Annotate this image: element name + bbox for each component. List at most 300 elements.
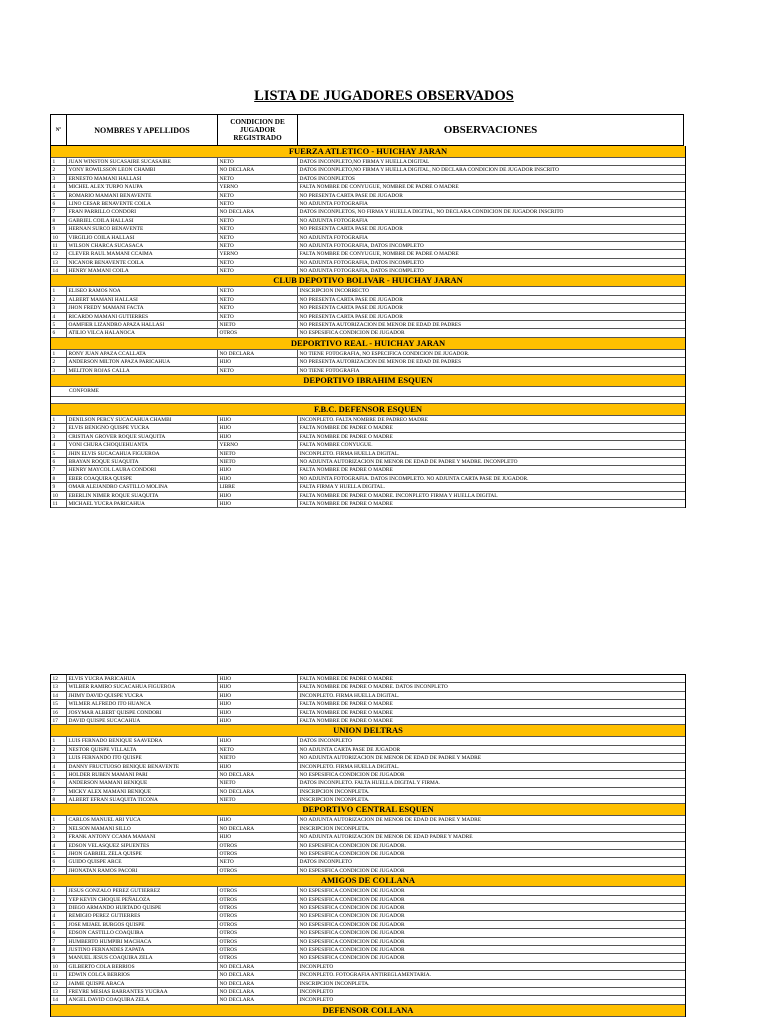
table-row xyxy=(51,158,685,166)
header-observations: OBSERVACIONES xyxy=(443,124,538,136)
row-number: 7 xyxy=(51,867,67,874)
table-row xyxy=(51,912,685,920)
row-number: 8 xyxy=(51,796,67,803)
observation: NO ESPESIFICA CONDICION DE JUGADOR xyxy=(299,921,405,928)
player-name: JOSYMAR ALBERT QUISPE CONDORI xyxy=(67,709,218,716)
player-name: ATILIO VILCA HALANOCA xyxy=(67,329,218,336)
observation: FALTA NOMBRE DE PADRE O MADRE xyxy=(299,717,393,724)
player-name: JOSE MIJAEL BURGOS QUISPE xyxy=(67,921,218,928)
observation: NO ADJUNTA FOTOGRAFIA, DATOS INCOMPLETO xyxy=(299,268,424,275)
player-condition: OTROS xyxy=(218,842,298,849)
player-condition: NO DECLARA xyxy=(218,166,298,173)
observation: NO ESPESIFICA CONDICION DE JUGADOR xyxy=(299,930,405,937)
row-number: 15 xyxy=(51,700,67,707)
table-header xyxy=(50,114,684,146)
row-number: 1 xyxy=(51,287,67,294)
player-condition: NETO xyxy=(218,242,298,249)
player-condition: NO DECLARA xyxy=(218,350,298,357)
player-name: ELVIS BENIGNO QUISPE YUCRA xyxy=(67,424,218,431)
row-number: 8 xyxy=(51,475,67,482)
player-name: ANDERSON MAMANI BENIQUE xyxy=(67,779,218,786)
player-name: WILMER ALFREDO ITO HUANCA xyxy=(67,700,218,707)
table-row xyxy=(51,896,685,904)
table-row xyxy=(51,850,685,858)
player-condition: OTROS xyxy=(218,954,298,961)
player-condition: NETO xyxy=(218,858,298,865)
observation: INCONPLETO. FIRMA HUELLA DIGITAL. xyxy=(299,692,400,699)
observation: NO TIENE FOTOGRAFIA xyxy=(299,367,360,374)
player-name: JHONATAN RAMOS PACORI xyxy=(67,867,218,874)
club-note: CONFORME xyxy=(51,387,685,397)
player-name: YONI CHURA CHOQUEHUANTA xyxy=(67,441,218,448)
table-row xyxy=(51,996,685,1004)
row-number: 6 xyxy=(51,929,67,936)
observation: NO PRESENTA AUTORIZACION DE MENOR DE EDAD DE PADRES xyxy=(299,359,462,366)
player-condition: HIJO xyxy=(218,700,298,707)
table-row xyxy=(51,416,685,424)
table-page-2 xyxy=(50,674,686,1017)
player-condition: NIETO xyxy=(218,450,298,457)
row-number: 1 xyxy=(51,816,67,823)
player-condition: YERNO xyxy=(218,441,298,448)
row-number: 6 xyxy=(51,458,67,465)
player-name: ANDERSON MILTON APAZA PARICAHUA xyxy=(67,358,218,365)
row-number: 11 xyxy=(51,971,67,978)
player-condition: NO DECLARA xyxy=(218,825,298,832)
player-name: RICARDO MAMANI GUTIERRES xyxy=(67,313,218,320)
observation: NO ADJUNTA AUTORIZACION DE MENOR DE EDAD DE PADRE Y MADRE xyxy=(299,755,482,762)
table-row xyxy=(51,754,685,762)
player-name: JHIMY DAVID QUISPE YUCRA xyxy=(67,692,218,699)
observation: DATOS INCONPLETO. FALTA HUELLA DIGITAL Y FIRMA. xyxy=(299,780,441,787)
player-condition: NIETO xyxy=(218,754,298,761)
club-header: DEFENSOR COLLANA xyxy=(51,1005,685,1017)
table-row xyxy=(51,971,685,979)
observation: FALTA NOMBRE CONYUGUE. xyxy=(299,442,373,449)
table-row xyxy=(51,287,685,295)
table-row xyxy=(51,441,685,449)
document-title: LISTA DE JUGADORES OBSERVADOS xyxy=(254,88,514,104)
player-name: JHON FREDY MAMANI FACTA xyxy=(67,304,218,311)
table-row xyxy=(51,929,685,937)
row-number: 12 xyxy=(51,675,67,682)
table-row xyxy=(51,737,685,745)
player-condition: NETO xyxy=(218,192,298,199)
table-row xyxy=(51,492,685,500)
row-number: 5 xyxy=(51,321,67,328)
row-number: 8 xyxy=(51,217,67,224)
club-header: AMIGOS DE COLLANA xyxy=(51,875,685,887)
row-number: 4 xyxy=(51,183,67,190)
row-number: 6 xyxy=(51,779,67,786)
player-name: OMAR ALEJANDRO CASTILLO MOLINA xyxy=(67,483,218,490)
player-condition: HIJO xyxy=(218,737,298,744)
table-row xyxy=(51,217,685,225)
player-condition: HIJO xyxy=(218,358,298,365)
player-name: ANGEL DAVID COAQUIRA ZELA xyxy=(67,996,218,1003)
table-row xyxy=(51,175,685,183)
observation: NO ESPESIFICA CONDICION DE JUGADOR xyxy=(299,938,405,945)
table-row xyxy=(51,296,685,304)
table-row xyxy=(51,350,685,358)
observation: NO ESPESIFICA CONDICION DE JUGADOR xyxy=(299,955,405,962)
observation: FALTA NOMBRE DE PADRE O MADRE. DATOS INCONPLETO xyxy=(299,684,448,691)
observation: INCONPLETO xyxy=(299,963,334,970)
observation: NO ESPESIFICA CONDICION DE JUGADOR. xyxy=(299,842,406,849)
player-name: NICANOR BENAVENTE COILA xyxy=(67,259,218,266)
player-name: ROMARIO MAMANI BENAVENTE xyxy=(67,192,218,199)
row-number: 7 xyxy=(51,788,67,795)
row-number: 4 xyxy=(51,763,67,770)
header-number: N° xyxy=(51,115,67,145)
table-row xyxy=(51,717,685,725)
player-condition: NETO xyxy=(218,367,298,374)
observation: NO ESPESIFICA CONDICION DE JUGADOR xyxy=(299,867,405,874)
table-row xyxy=(51,367,685,375)
observation: DATOS INCONPLETOS xyxy=(299,175,355,182)
observation: FALTA NOMBRE DE PADRE O MADRE xyxy=(299,701,393,708)
observation: NO PRESENTA CARTA PASE DE JUGADOR xyxy=(299,305,403,312)
player-name: VIRGILIO COILA HALLASI xyxy=(67,234,218,241)
row-number: 13 xyxy=(51,988,67,995)
observation: NO ESPESIFICA CONDICION DE JUGADOR xyxy=(299,904,405,911)
player-name: REMIGIO PEREZ GUTIERRES xyxy=(67,912,218,919)
table-row xyxy=(51,796,685,804)
observation: NO ADJUNTA AUTORIZACION DE MENOR DE EDAD DE PADRE Y MADRE. INCONPLETO xyxy=(299,458,518,465)
table-row xyxy=(51,833,685,841)
row-number: 2 xyxy=(51,746,67,753)
table-row xyxy=(51,458,685,466)
row-number: 11 xyxy=(51,242,67,249)
table-row xyxy=(51,267,685,275)
player-name: EDSON CASTILLO COAQUIRA xyxy=(67,929,218,936)
table-row xyxy=(51,166,685,174)
player-name: EDWIN COLCA BERRIOS xyxy=(67,971,218,978)
row-number: 6 xyxy=(51,858,67,865)
table-row xyxy=(51,259,685,267)
table-row xyxy=(51,675,685,683)
observation: NO ADJUNTA FOTOGRAFIA, DATOS INCOMPLETO xyxy=(299,259,424,266)
row-number: 2 xyxy=(51,896,67,903)
table-row xyxy=(51,225,685,233)
table-row xyxy=(51,500,685,508)
row-number: 1 xyxy=(51,158,67,165)
row-number: 6 xyxy=(51,200,67,207)
table-row xyxy=(51,475,685,483)
player-name: JHIN ELVIS SUCACAHUA FIGUEROA xyxy=(67,450,218,457)
row-number: 2 xyxy=(51,296,67,303)
player-condition: NO DECLARA xyxy=(218,996,298,1003)
row-number: 9 xyxy=(51,483,67,490)
player-condition: OTROS xyxy=(218,850,298,857)
row-number: 1 xyxy=(51,887,67,894)
player-name: JUAN WINSTON SUCASAIRE SUCASAIRE xyxy=(67,158,218,165)
table-row xyxy=(51,825,685,833)
observation: FALTA NOMBRE DE PADRE O MADRE xyxy=(299,433,393,440)
observation: DATOS INCONPLETO xyxy=(299,738,352,745)
observation: NO ADJUNTA FOTOGRAFIA xyxy=(299,200,368,207)
player-condition: OTROS xyxy=(218,912,298,919)
row-number: 2 xyxy=(51,358,67,365)
table-row xyxy=(51,858,685,866)
row-number: 5 xyxy=(51,450,67,457)
player-condition: NO DECLARA xyxy=(218,788,298,795)
observation: NO TIENE FOTOGRAFIA, NO ESPECIFICA CONDICION DE JUGADOR. xyxy=(299,350,470,357)
row-number: 12 xyxy=(51,250,67,257)
player-name: JHON GABRIEL ZELA QUISPE xyxy=(67,850,218,857)
table-row xyxy=(51,242,685,250)
row-number: 3 xyxy=(51,175,67,182)
player-condition: HIJO xyxy=(218,833,298,840)
row-number: 3 xyxy=(51,433,67,440)
player-condition: NO DECLARA xyxy=(218,963,298,970)
player-condition: OTROS xyxy=(218,329,298,336)
table-row xyxy=(51,683,685,691)
observation: INCONPLETO. FIRMA HUELLA DIGITAL. xyxy=(299,450,400,457)
player-name: MANUEL JESUS COAQUIRA ZELA xyxy=(67,954,218,961)
player-name: RONY JUAN APAZA CCALLATA xyxy=(67,350,218,357)
player-name: HERNAN SURCO BENAVENTE xyxy=(67,225,218,232)
player-name: MELITON ROJAS CALLA xyxy=(67,367,218,374)
table-row xyxy=(51,988,685,996)
player-name: DIEGO ARMANDO HURTADO QUISPE xyxy=(67,904,218,911)
table-row xyxy=(51,980,685,988)
observation: FALTA NOMBRE DE PADRE O MADRE xyxy=(299,425,393,432)
observation: NO ADJUNTA AUTORIZACION DE MENOR DE EDAD PADRE Y MADRE xyxy=(299,834,473,841)
row-number: 1 xyxy=(51,416,67,423)
table-page-1 xyxy=(50,146,686,508)
player-condition: NO DECLARA xyxy=(218,988,298,995)
player-name: YONY ROWILSSON LEON CHAMBI xyxy=(67,166,218,173)
player-name: FRAN PARRILLO CONDORI xyxy=(67,208,218,215)
player-name: GABRIEL COILA HALLASI xyxy=(67,217,218,224)
table-row xyxy=(51,483,685,491)
table-row xyxy=(51,234,685,242)
observation: NO PRESENTA CARTA PASE DE JUGADOR xyxy=(299,313,403,320)
player-name: HOLDER RUBEN MAMANI PARI xyxy=(67,771,218,778)
table-row xyxy=(51,192,685,200)
player-condition: YERNO xyxy=(218,183,298,190)
observation: NO ADJUNTA FOTOGRAFIA xyxy=(299,217,368,224)
player-name: NELSON MAMANI SILLO xyxy=(67,825,218,832)
club-header: UNION DELTRAS xyxy=(51,725,685,737)
club-header: FUERZA ATLETICO - HUICHAY JARAN xyxy=(51,146,685,158)
observation: NO ADJUNTA AUTORIZACION DE MENOR DE EDAD DE PADRE Y MADRE xyxy=(299,817,482,824)
player-name: BRAYAN ROQUE SUAQUITA xyxy=(67,458,218,465)
player-name: DENILSON PERCY SUCACAHUA CHAMBI xyxy=(67,416,218,423)
observation: FALTA NOMBRE DE PADRE O MADRE. INCONPLETO FIRMA Y HUELLA DIGITAL xyxy=(299,492,498,499)
player-name: LUIS FERNANDO ITO QUISPE xyxy=(67,754,218,761)
observation: INSCRIPCION INCONPLETA. xyxy=(299,797,370,804)
row-number: 3 xyxy=(51,833,67,840)
player-condition: HIJO xyxy=(218,500,298,507)
row-number: 2 xyxy=(51,424,67,431)
table-row xyxy=(51,921,685,929)
observation: INCONPLETO. FALTA NOMBRE DE PADREO MADRE xyxy=(299,416,428,423)
player-condition: HIJO xyxy=(218,683,298,690)
player-condition: OTROS xyxy=(218,921,298,928)
header-condition: CONDICION DE JUGADOR REGISTRADO xyxy=(218,115,298,145)
player-condition: HIJO xyxy=(218,763,298,770)
table-row xyxy=(51,358,685,366)
row-number: 16 xyxy=(51,709,67,716)
observation: NO ADJUNTA FOTOGRAFIA, DATOS INCOMPLETO xyxy=(299,242,424,249)
player-name: MICKY ALEX MAMANI BENIQUE xyxy=(67,788,218,795)
observation: NO ESPESIFICA CONDICION DE JUGADOR xyxy=(299,851,405,858)
observation: NO ESPESIFICA CONDICION DE JUGADOR xyxy=(299,946,405,953)
player-name: WILBER RAMIRO SUCACAHUA FIGUEROA xyxy=(67,683,218,690)
player-condition: OTROS xyxy=(218,929,298,936)
player-condition: NO DECLARA xyxy=(218,980,298,987)
player-condition: NIETO xyxy=(218,458,298,465)
observation: NO ESPESIFICA CONDICION DE JUGADOR xyxy=(299,896,405,903)
player-name: MICHAEL YUCRA PARICAHUA xyxy=(67,500,218,507)
blank-row xyxy=(51,397,685,404)
table-row xyxy=(51,946,685,954)
row-number: 7 xyxy=(51,938,67,945)
row-number: 5 xyxy=(51,921,67,928)
club-header: F.B.C. DEFENSOR ESQUEN xyxy=(51,404,685,416)
player-name: MICHEL ALEX TURPO NAUPA xyxy=(67,183,218,190)
player-name: GUIDO QUISPE ARCE xyxy=(67,858,218,865)
row-number: 7 xyxy=(51,208,67,215)
player-condition: HIJO xyxy=(218,816,298,823)
player-condition: NIETO xyxy=(218,796,298,803)
row-number: 10 xyxy=(51,963,67,970)
player-name: ERNESTO MAMANI HALLASI xyxy=(67,175,218,182)
player-condition: NIETO xyxy=(218,321,298,328)
observation: NO ADJUNTA CARTA PASE DE JUGADOR xyxy=(299,746,401,753)
table-row xyxy=(51,692,685,700)
player-condition: HIJO xyxy=(218,466,298,473)
observation: NO ADJUNTA FOTOGRAFIA xyxy=(299,234,368,241)
club-header: DEPORTIVO CENTRAL ESQUEN xyxy=(51,804,685,816)
row-number: 4 xyxy=(51,912,67,919)
row-number: 10 xyxy=(51,492,67,499)
observation: DATOS INCONPLETO,NO FIRMA Y HUELLA DIGITAL xyxy=(299,159,430,165)
table-row xyxy=(51,304,685,312)
player-name: CARLOS MANUEL ARI YUCA xyxy=(67,816,218,823)
player-condition: HIJO xyxy=(218,692,298,699)
player-condition: NETO xyxy=(218,287,298,294)
row-number: 1 xyxy=(51,737,67,744)
player-condition: NETO xyxy=(218,259,298,266)
player-condition: HIJO xyxy=(218,416,298,423)
player-name: GILBERTO COLA BERRIOS xyxy=(67,963,218,970)
player-name: JAIME QUISPE ABACA xyxy=(67,980,218,987)
player-condition: NETO xyxy=(218,175,298,182)
table-row xyxy=(51,887,685,895)
observation: NO ADJUNTA FOTOGRAFIA. DATOS INCOMPLETO. NO ADJUNTA CARTA PASE DE JUGADOR. xyxy=(299,475,529,482)
row-number: 4 xyxy=(51,313,67,320)
player-condition: NO DECLARA xyxy=(218,771,298,778)
player-name: ELISEO RAMOS NOA xyxy=(67,287,218,294)
table-row xyxy=(51,709,685,717)
row-number: 14 xyxy=(51,996,67,1003)
player-condition: NIETO xyxy=(218,779,298,786)
row-number: 2 xyxy=(51,825,67,832)
player-condition: NETO xyxy=(218,313,298,320)
table-row xyxy=(51,779,685,787)
observation: INSCRIPCION INCORRECTO xyxy=(299,288,370,295)
player-name: EDSON VELASQUEZ SIPUENTES xyxy=(67,842,218,849)
row-number: 8 xyxy=(51,946,67,953)
row-number: 3 xyxy=(51,754,67,761)
row-number: 6 xyxy=(51,329,67,336)
player-name: HENRY MAYCOL LAURA CONDORI xyxy=(67,466,218,473)
player-name: JUSTINO FERNANDES ZAPATA xyxy=(67,946,218,953)
table-row xyxy=(51,433,685,441)
table-row xyxy=(51,424,685,432)
table-row xyxy=(51,313,685,321)
row-number: 10 xyxy=(51,234,67,241)
club-header: DEPORTIVO IBRAHIM ESQUEN xyxy=(51,375,685,387)
observation: FALTA NOMBRE DE CONYUGUE, NOMBRE DE PADRE O MADRE xyxy=(299,251,459,258)
player-name: ALBERT MAMANI HALLASI xyxy=(67,296,218,303)
observation: FALTA FIRMA Y HUELLA DIGITAL. xyxy=(299,484,385,491)
row-number: 9 xyxy=(51,954,67,961)
table-row xyxy=(51,771,685,779)
table-row xyxy=(51,321,685,329)
player-name: FRANK ANTONY CCAMA MAMANI xyxy=(67,833,218,840)
player-name: JESUS GONZALO PEREZ GUTIERREZ xyxy=(67,887,218,894)
player-name: DAVID QUISPE SUCACAHUA xyxy=(67,717,218,724)
player-condition: HIJO xyxy=(218,717,298,724)
row-number: 13 xyxy=(51,259,67,266)
observation: FALTA NOMBRE DE CONYUGUE, NOMBRE DE PADRE O MADRE xyxy=(299,184,459,191)
table-row xyxy=(51,842,685,850)
table-row xyxy=(51,763,685,771)
observation: FALTA NOMBRE DE PADRE O MADRE xyxy=(299,709,393,716)
row-number: 1 xyxy=(51,350,67,357)
row-number: 5 xyxy=(51,771,67,778)
player-condition: HIJO xyxy=(218,675,298,682)
observation: INCONPLETO xyxy=(299,997,334,1004)
table-row xyxy=(51,904,685,912)
player-condition: OTROS xyxy=(218,938,298,945)
table-row xyxy=(51,788,685,796)
table-row xyxy=(51,954,685,962)
header-name: NOMBRES Y APELLIDOS xyxy=(67,115,218,145)
table-row xyxy=(51,746,685,754)
player-name: ELVIS YUCRA PARICAHUA xyxy=(67,675,218,682)
observation: INCONPLETO xyxy=(299,988,334,995)
player-condition: NETO xyxy=(218,158,298,165)
player-condition: HIJO xyxy=(218,424,298,431)
observation: INSCRIPCION INCONPLETA. xyxy=(299,980,370,987)
observation: INCONPLETO. FIRMA HUELLA DIGITAL. xyxy=(299,763,400,770)
observation: FALTA NOMBRE DE PADRE O MADRE xyxy=(299,467,393,474)
player-name: LINO CESAR BENAVENTE COILA xyxy=(67,200,218,207)
observation: NO PRESENTA CARTA PASE DE JUGADOR xyxy=(299,226,403,233)
row-number: 12 xyxy=(51,980,67,987)
row-number: 11 xyxy=(51,500,67,507)
player-condition: YERNO xyxy=(218,250,298,257)
club-header: DEPORTIVO REAL - HUICHAY JARAN xyxy=(51,338,685,350)
club-header: CLUB DEPOTIVO BOLIVAR - HUICHAY JARAN xyxy=(51,275,685,287)
row-number: 14 xyxy=(51,692,67,699)
table-row xyxy=(51,450,685,458)
player-condition: NETO xyxy=(218,234,298,241)
player-name: EBER COAQUIRA QUISPE xyxy=(67,475,218,482)
table-row xyxy=(51,250,685,258)
player-condition: OTROS xyxy=(218,946,298,953)
row-number: 3 xyxy=(51,304,67,311)
table-row xyxy=(51,329,685,337)
table-row xyxy=(51,200,685,208)
player-condition: NETO xyxy=(218,267,298,274)
player-condition: HIJO xyxy=(218,709,298,716)
